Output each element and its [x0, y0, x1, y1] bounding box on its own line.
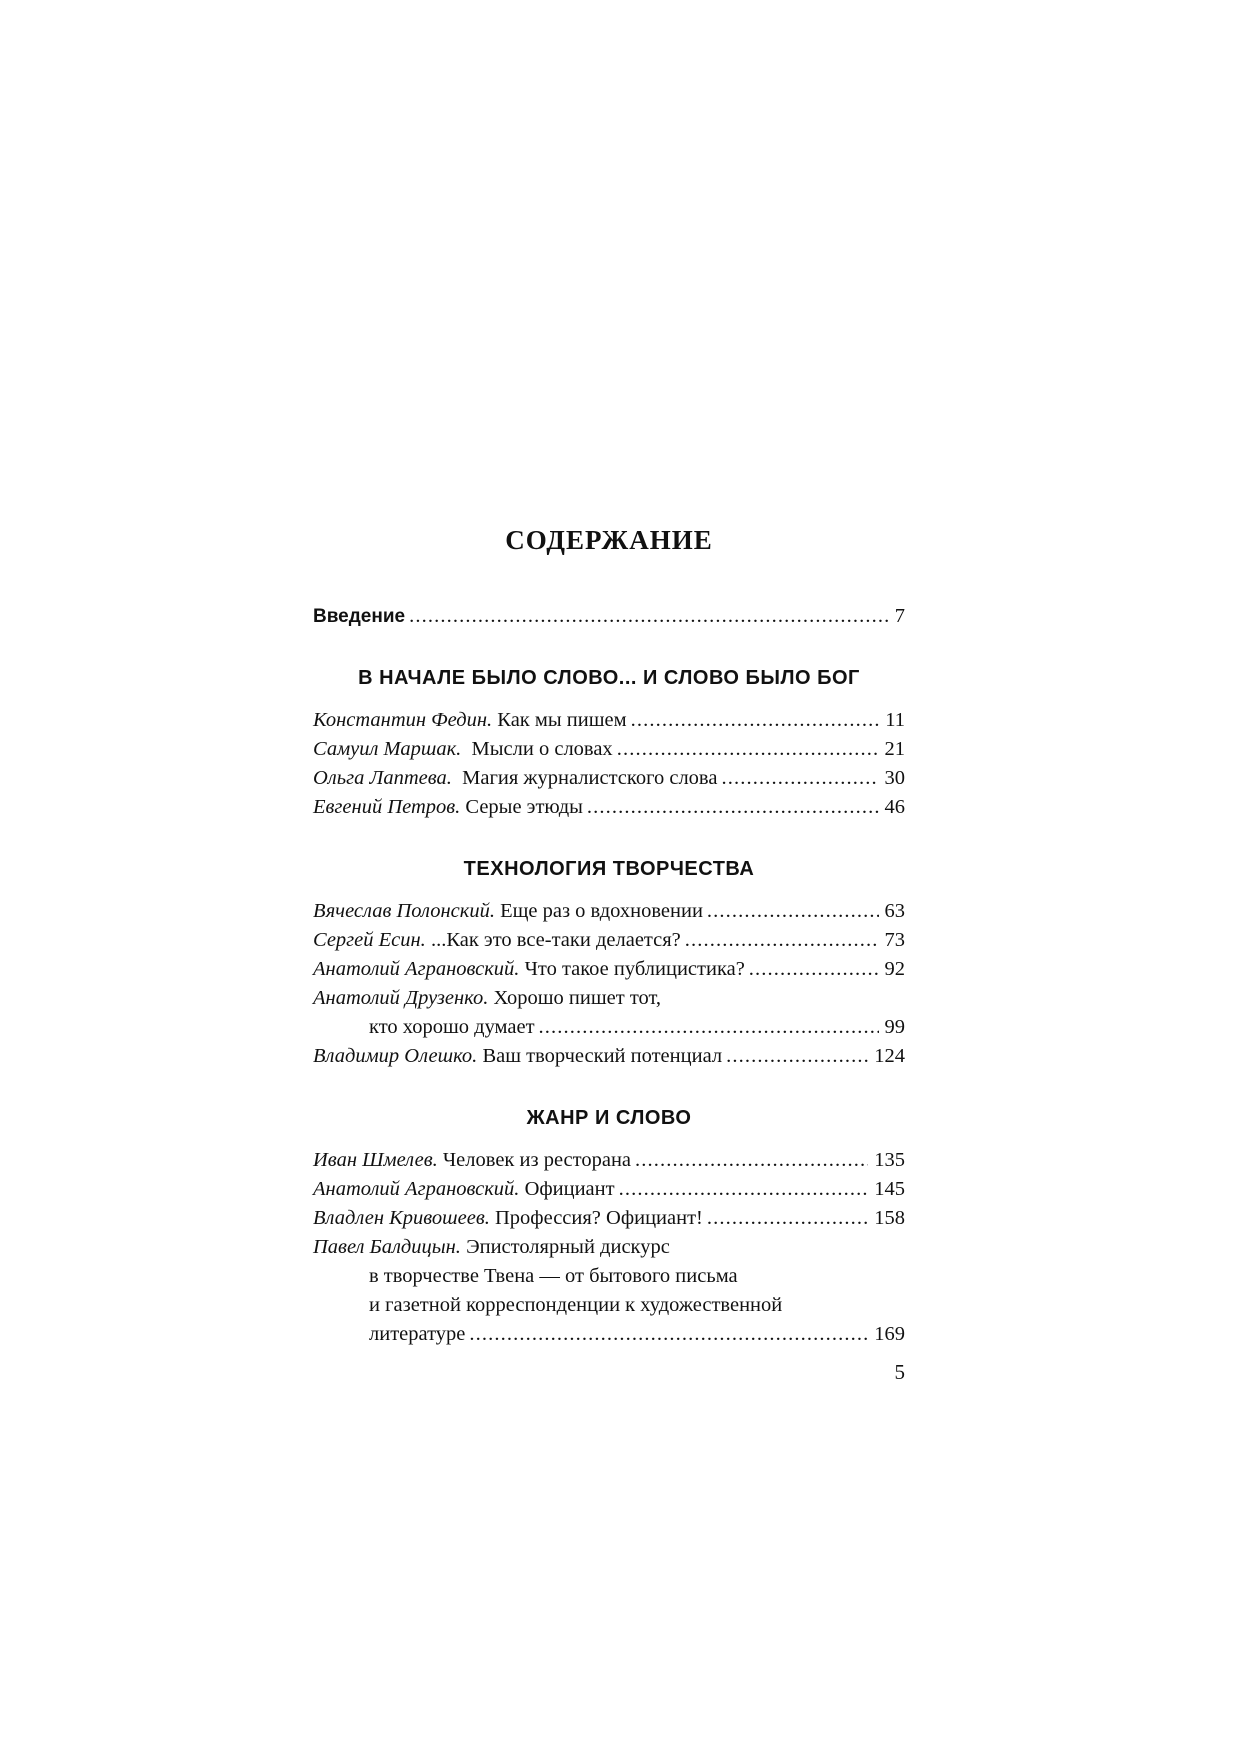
page-number: 30 — [884, 767, 905, 789]
toc-entry[interactable] — [313, 955, 905, 984]
toc-entry[interactable] — [313, 735, 905, 764]
dot-leader — [635, 1146, 868, 1175]
page-number: 63 — [884, 900, 905, 922]
dot-leader — [685, 926, 879, 955]
toc-entry[interactable] — [313, 926, 905, 955]
dot-leader — [617, 735, 879, 764]
entry-title: Хорошо пишет тот, — [488, 987, 662, 1009]
entry-author: Константин Федин. — [313, 709, 493, 731]
page-number: 7 — [894, 605, 905, 627]
section-heading: В НАЧАЛЕ БЫЛО СЛОВО... И СЛОВО БЫЛО БОГ — [358, 667, 860, 689]
section-heading: ТЕХНОЛОГИЯ ТВОРЧЕСТВА — [463, 858, 755, 880]
page-number: 11 — [885, 709, 905, 731]
entry-title: Серые этюды — [460, 796, 583, 818]
page-number: 124 — [874, 1045, 905, 1067]
toc-intro-entry[interactable] — [313, 602, 905, 631]
dot-leader — [409, 602, 889, 631]
toc-section — [313, 854, 905, 1071]
page-number: 145 — [874, 1178, 905, 1200]
intro-label: Введение — [313, 606, 406, 627]
dot-leader — [587, 793, 879, 822]
table-of-contents — [313, 522, 905, 1349]
entry-author: Евгений Петров. — [313, 796, 461, 818]
entry-author: Анатолий Аграновский. — [313, 958, 520, 980]
page-number: 73 — [884, 929, 905, 951]
page-number: 99 — [884, 1016, 905, 1038]
page-number: 92 — [884, 958, 905, 980]
dot-leader — [726, 1042, 868, 1071]
entry-author: Павел Балдицын. — [313, 1236, 461, 1258]
dot-leader — [749, 955, 879, 984]
entry-title: ...Как это все-таки делается? — [425, 929, 681, 951]
entry-title: Как мы пишем — [492, 709, 627, 731]
dot-leader — [619, 1175, 869, 1204]
toc-entry[interactable] — [313, 793, 905, 822]
entry-author: Самуил Маршак. — [313, 738, 462, 760]
entry-title: Магия журналистского слова — [451, 767, 718, 789]
dot-leader — [469, 1320, 868, 1349]
toc-entry[interactable] — [313, 1175, 905, 1204]
entry-title: Мысли о словах — [461, 738, 613, 760]
page-number: 21 — [884, 738, 905, 760]
page-number: 169 — [874, 1323, 905, 1345]
page-number: 158 — [874, 1207, 905, 1229]
toc-entry[interactable] — [313, 1042, 905, 1071]
entry-title: Эпистолярный дискурс — [460, 1236, 670, 1258]
entry-author: Сергей Есин. — [313, 929, 426, 951]
toc-entry[interactable] — [313, 764, 905, 793]
entry-title-continuation: в творчестве Твена — от бытового письма — [369, 1265, 738, 1287]
toc-sections — [313, 663, 905, 1349]
toc-entry[interactable] — [313, 1233, 905, 1349]
toc-section — [313, 663, 905, 822]
dot-leader — [721, 764, 878, 793]
dot-leader — [707, 1204, 868, 1233]
entry-title: Официант — [519, 1178, 615, 1200]
toc-title: СОДЕРЖАНИЕ — [505, 525, 713, 555]
page-number: 46 — [884, 796, 905, 818]
dot-leader — [707, 897, 879, 926]
page-footer-number: 5 — [894, 1360, 905, 1384]
page-number: 135 — [874, 1149, 905, 1171]
entry-title: Профессия? Официант! — [489, 1207, 703, 1229]
entry-author: Анатолий Аграновский. — [313, 1178, 520, 1200]
toc-entry[interactable] — [313, 1204, 905, 1233]
dot-leader — [631, 706, 880, 735]
section-heading: ЖАНР И СЛОВО — [526, 1107, 692, 1129]
entry-title-continuation: кто хорошо думает — [369, 1016, 535, 1038]
entry-author: Ольга Лаптева. — [313, 767, 452, 789]
entry-author: Вячеслав Полонский. — [313, 900, 495, 922]
dot-leader — [539, 1013, 879, 1042]
entry-author: Иван Шмелев. — [313, 1149, 438, 1171]
entry-title: Ваш творческий потенциал — [477, 1045, 723, 1067]
entry-title: Человек из ресторана — [437, 1149, 632, 1171]
toc-entry[interactable] — [313, 984, 905, 1042]
toc-entry[interactable] — [313, 897, 905, 926]
toc-section — [313, 1103, 905, 1349]
entry-title: Что такое публицистика? — [519, 958, 745, 980]
toc-entry[interactable] — [313, 706, 905, 735]
entry-author: Владлен Кривошеев. — [313, 1207, 490, 1229]
entry-author: Анатолий Друзенко. — [313, 987, 489, 1009]
entry-author: Владимир Олешко. — [313, 1045, 478, 1067]
toc-entry[interactable] — [313, 1146, 905, 1175]
entry-title-continuation: и газетной корреспонденции к художественной — [369, 1294, 783, 1316]
entry-title: Еще раз о вдохновении — [494, 900, 703, 922]
entry-title-continuation: литературе — [369, 1323, 466, 1345]
